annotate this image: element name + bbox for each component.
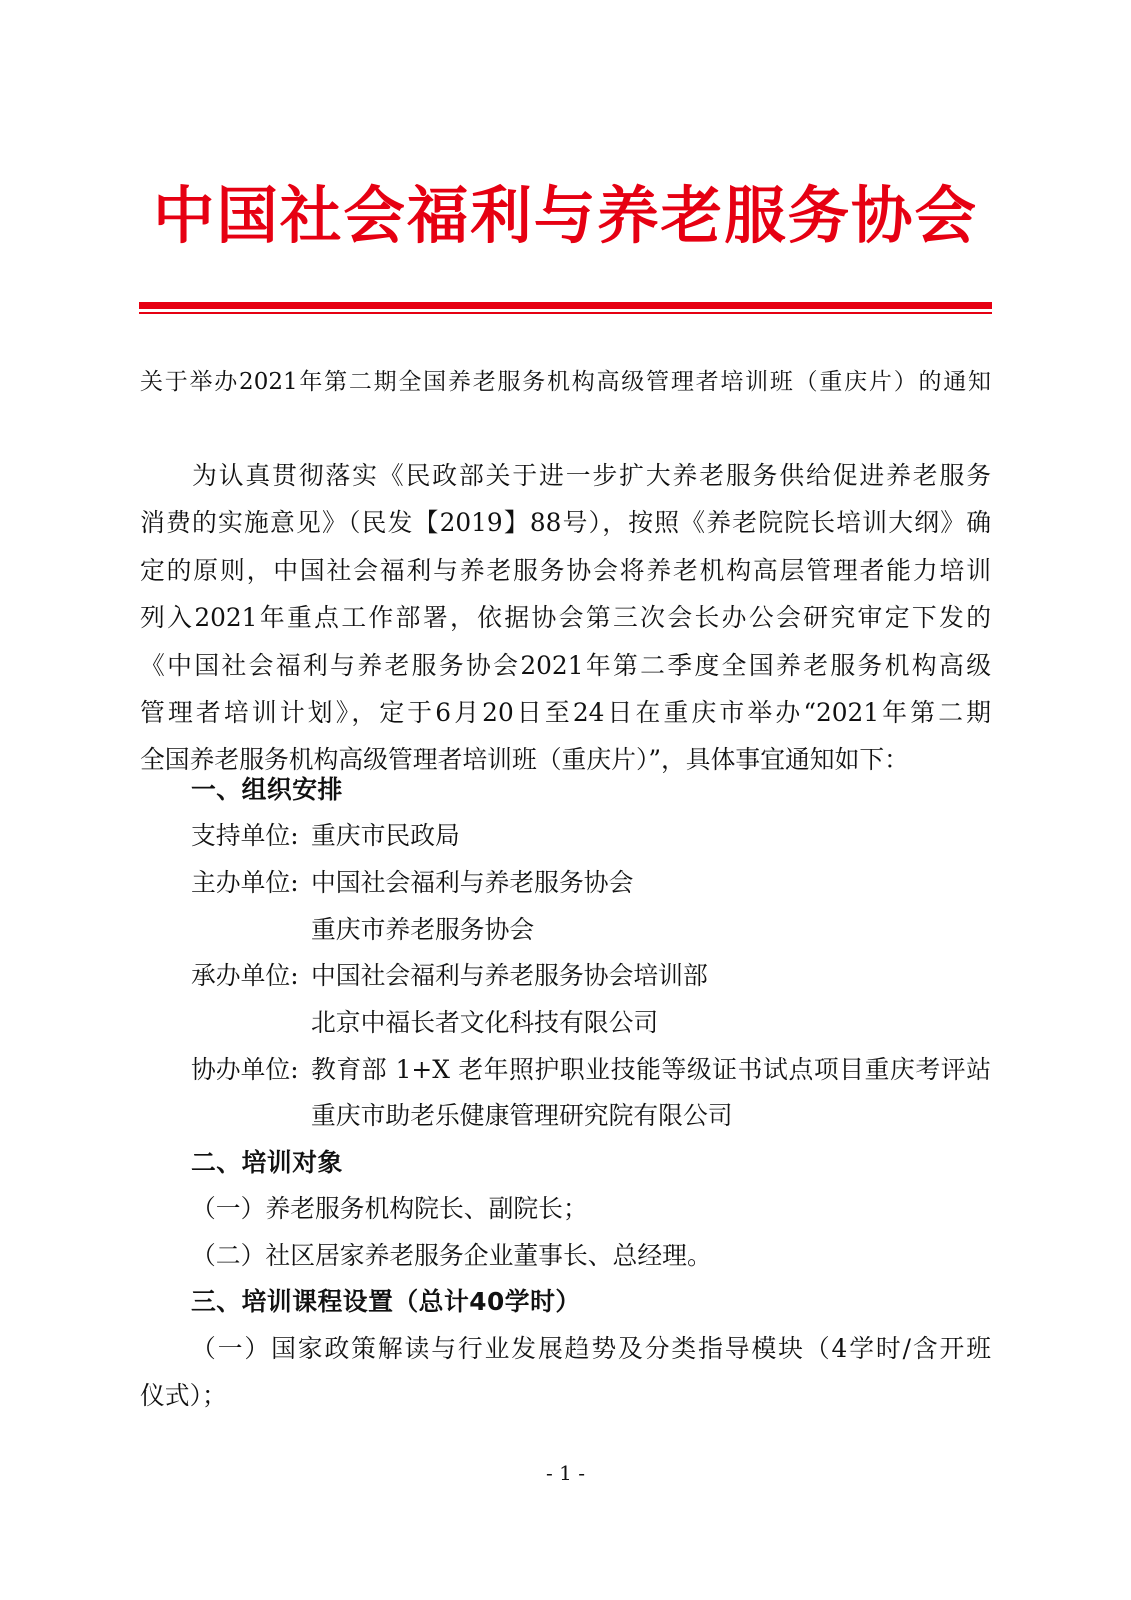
intro-line: 消费的实施意见》（民发【2019】88号），按照《养老院院长培训大纲》确 (140, 508, 991, 538)
notice-title: 关于举办2021年第二期全国养老服务机构高级管理者培训班（重庆片）的通知 (140, 369, 991, 395)
intro-paragraph (140, 452, 991, 784)
curriculum-item-line: 仪式）； (140, 1381, 227, 1410)
support-unit-label: 支持单位: (191, 821, 299, 850)
intro-line: 为认真贯彻落实《民政部关于进一步扩大养老服务供给促进养老服务 (192, 461, 991, 490)
organizer-unit: 中国社会福利与养老服务协会培训部 (311, 961, 708, 990)
masthead-red-rule-thin (139, 312, 992, 314)
organizer-unit-label: 承办单位: (191, 961, 299, 990)
host-unit: 重庆市养老服务协会 (311, 915, 535, 944)
section-heading-curriculum: 三、培训课程设置（总计40学时） (191, 1287, 581, 1316)
host-unit: 中国社会福利与养老服务协会 (311, 868, 634, 897)
section-heading-organization: 一、组织安排 (191, 775, 343, 804)
organizer-unit: 北京中福长者文化科技有限公司 (311, 1008, 659, 1037)
trainee-item: （一）养老服务机构院长、副院长； (191, 1194, 588, 1223)
co-organizer-unit: 重庆市助老乐健康管理研究院有限公司 (311, 1101, 733, 1130)
intro-line: 定的原则，中国社会福利与养老服务协会将养老机构高层管理者能力培训 (140, 555, 991, 585)
intro-line: 全国养老服务机构高级管理者培训班（重庆片）”，具体事宜通知如下： (140, 745, 909, 775)
co-organizer-label: 协办单位: (191, 1055, 299, 1084)
masthead-organization-name: 中国社会福利与养老服务协会 (152, 179, 978, 252)
support-unit: 重庆市民政局 (311, 821, 460, 850)
intro-line: 《中国社会福利与养老服务协会2021年第二季度全国养老服务机构高级 (140, 650, 991, 680)
trainee-item: （二）社区居家养老服务企业董事长、总经理。 (191, 1241, 712, 1270)
host-unit-label: 主办单位: (191, 868, 299, 897)
curriculum-item-line: （一）国家政策解读与行业发展趋势及分类指导模块（4学时/含开班 (191, 1334, 991, 1363)
intro-line: 管理者培训计划》，定于6月20日至24日在重庆市举办“2021年第二期 (140, 697, 991, 727)
section-heading-trainees: 二、培训对象 (191, 1148, 343, 1177)
masthead-red-rule (139, 302, 992, 309)
intro-line: 列入2021年重点工作部署，依据协会第三次会长办公会研究审定下发的 (140, 603, 991, 633)
co-organizer-unit: 教育部 1+X 老年照护职业技能等级证书试点项目重庆考评站 (311, 1055, 991, 1084)
page-number: - 1 - (546, 1461, 585, 1485)
